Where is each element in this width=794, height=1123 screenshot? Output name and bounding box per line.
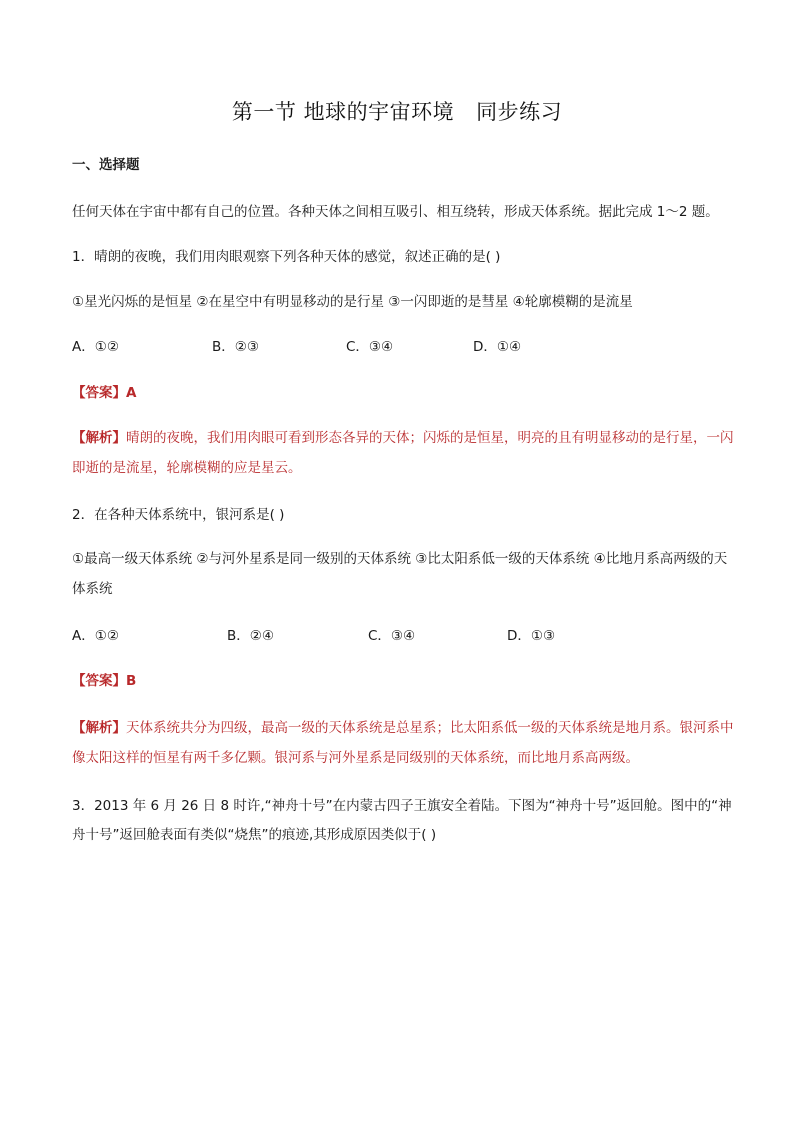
q1-stem: 1．晴朗的夜晚，我们用肉眼观察下列各种天体的感觉，叙述正确的是( ) <box>72 249 501 265</box>
q1-analysis-text: 晴朗的夜晚，我们用肉眼可看到形态各异的天体；闪烁的是恒星，明亮的且有明显移动的是行星，一闪即逝的是流星，轮廓模糊的应是星云。 <box>72 430 734 476</box>
q2-answer <box>72 668 732 694</box>
q2-option-a: A．①② <box>72 628 119 644</box>
q1-answer <box>72 380 732 406</box>
q3-stem: 3．2013 年 6 月 26 日 8 时许,“神舟十号”在内蒙古四子王旗安全着陆。下图为“神舟十号”返回舱。图中的“神舟十号”返回舱表面有类似“烧焦”的痕迹,其形成原因类似于( ) <box>72 798 732 843</box>
q2-option-d: D．①③ <box>507 628 556 644</box>
q2-analysis <box>72 713 737 773</box>
q2-answer-tag: 【答案】 <box>72 673 126 689</box>
q2-option-b: B．②④ <box>227 628 274 644</box>
q2-analysis-text: 天体系统共分为四级，最高一级的天体系统是总星系；比太阳系低一级的天体系统是地月系。银河系中像太阳这样的恒星有两千多亿颗。银河系与河外星系是同级别的天体系统，而比地月系高两级。 <box>72 720 734 766</box>
q1-analysis <box>72 423 737 483</box>
q2-stem: 2．在各种天体系统中，银河系是( ) <box>72 507 285 523</box>
q1-option-b: B．②③ <box>212 339 259 355</box>
q2-option-c: C．③④ <box>368 628 416 644</box>
q2-answer-value: B <box>126 673 137 689</box>
q1-option-a: A．①② <box>72 339 119 355</box>
q1-option-c: C．③④ <box>346 339 394 355</box>
q1-items: ①星光闪烁的是恒星 ②在星空中有明显移动的是行星 ③一闪即逝的是彗星 ④轮廓模糊的是流星 <box>72 294 633 310</box>
q1-option-d: D．①④ <box>473 339 522 355</box>
q1-analysis-tag: 【解析】 <box>72 430 126 446</box>
title-sub: 同步练习 <box>476 100 563 124</box>
title-main: 第一节 地球的宇宙环境 <box>231 100 455 124</box>
q2-analysis-tag: 【解析】 <box>72 720 126 736</box>
section-heading: 一、选择题 <box>72 157 140 173</box>
intro-text: 任何天体在宇宙中都有自己的位置。各种天体之间相互吸引、相互绕转，形成天体系统。据此完成 1～2 题。 <box>72 204 719 220</box>
q1-answer-tag: 【答案】 <box>72 385 126 401</box>
q1-answer-value: A <box>126 385 137 401</box>
page-title <box>0 96 794 126</box>
q2-items: ①最高一级天体系统 ②与河外星系是同一级别的天体系统 ③比太阳系低一级的天体系统 ④比地月系高两级的天体系统 <box>72 551 728 597</box>
